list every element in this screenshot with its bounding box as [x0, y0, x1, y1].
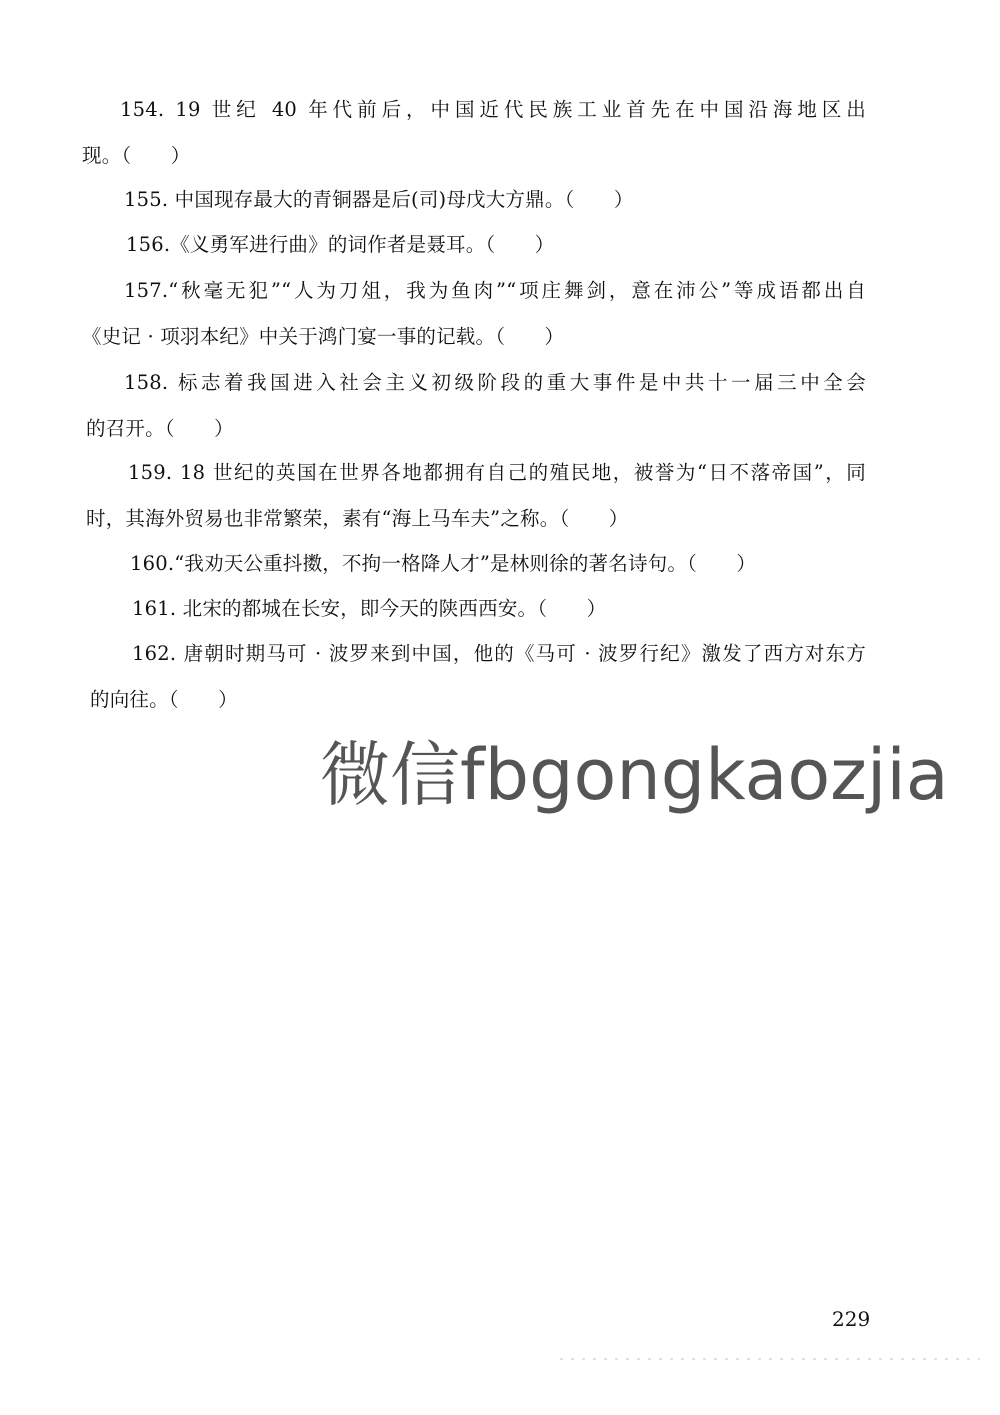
question-162-line-1: 162. 唐朝时期马可 · 波罗来到中国，他的《马可 · 波罗行纪》激发了西方对东方: [132, 642, 866, 665]
question-155: 155. 中国现存最大的青铜器是后(司)母戊大方鼎。（ ）: [124, 188, 634, 211]
scan-specks: [560, 1358, 980, 1360]
question-157-line-2: 《史记 · 项羽本纪》中关于鸿门宴一事的记载。（ ）: [82, 325, 565, 348]
question-158-line-1: 158. 标志着我国进入社会主义初级阶段的重大事件是中共十一届三中全会: [124, 371, 866, 394]
question-154-line-1: 154. 19 世纪 40 年代前后，中国近代民族工业首先在中国沿海地区出: [120, 98, 866, 121]
question-160: 160.“我劝天公重抖擞，不拘一格降人才”是林则徐的著名诗句。（ ）: [130, 552, 757, 575]
question-162-line-2: 的向往。（ ）: [90, 688, 238, 711]
question-156: 156.《义勇军进行曲》的词作者是聂耳。（ ）: [126, 233, 555, 256]
question-154-line-2: 现。（ ）: [82, 144, 191, 167]
question-161: 161. 北宋的都城在长安，即今天的陕西西安。（ ）: [132, 597, 607, 620]
question-159-line-1: 159. 18 世纪的英国在世界各地都拥有自己的殖民地，被誉为“日不落帝国”，同: [128, 461, 866, 484]
question-158-line-2: 的召开。（ ）: [86, 417, 234, 440]
question-159-line-2: 时，其海外贸易也非常繁荣，素有“海上马车夫”之称。（ ）: [86, 507, 629, 530]
question-157-line-1: 157.“秋毫无犯”“人为刀俎，我为鱼肉”“项庄舞剑，意在沛公”等成语都出自: [124, 279, 866, 302]
watermark-text: 微信fbgongkaozjia: [320, 734, 949, 816]
page-number: 229: [832, 1307, 871, 1331]
